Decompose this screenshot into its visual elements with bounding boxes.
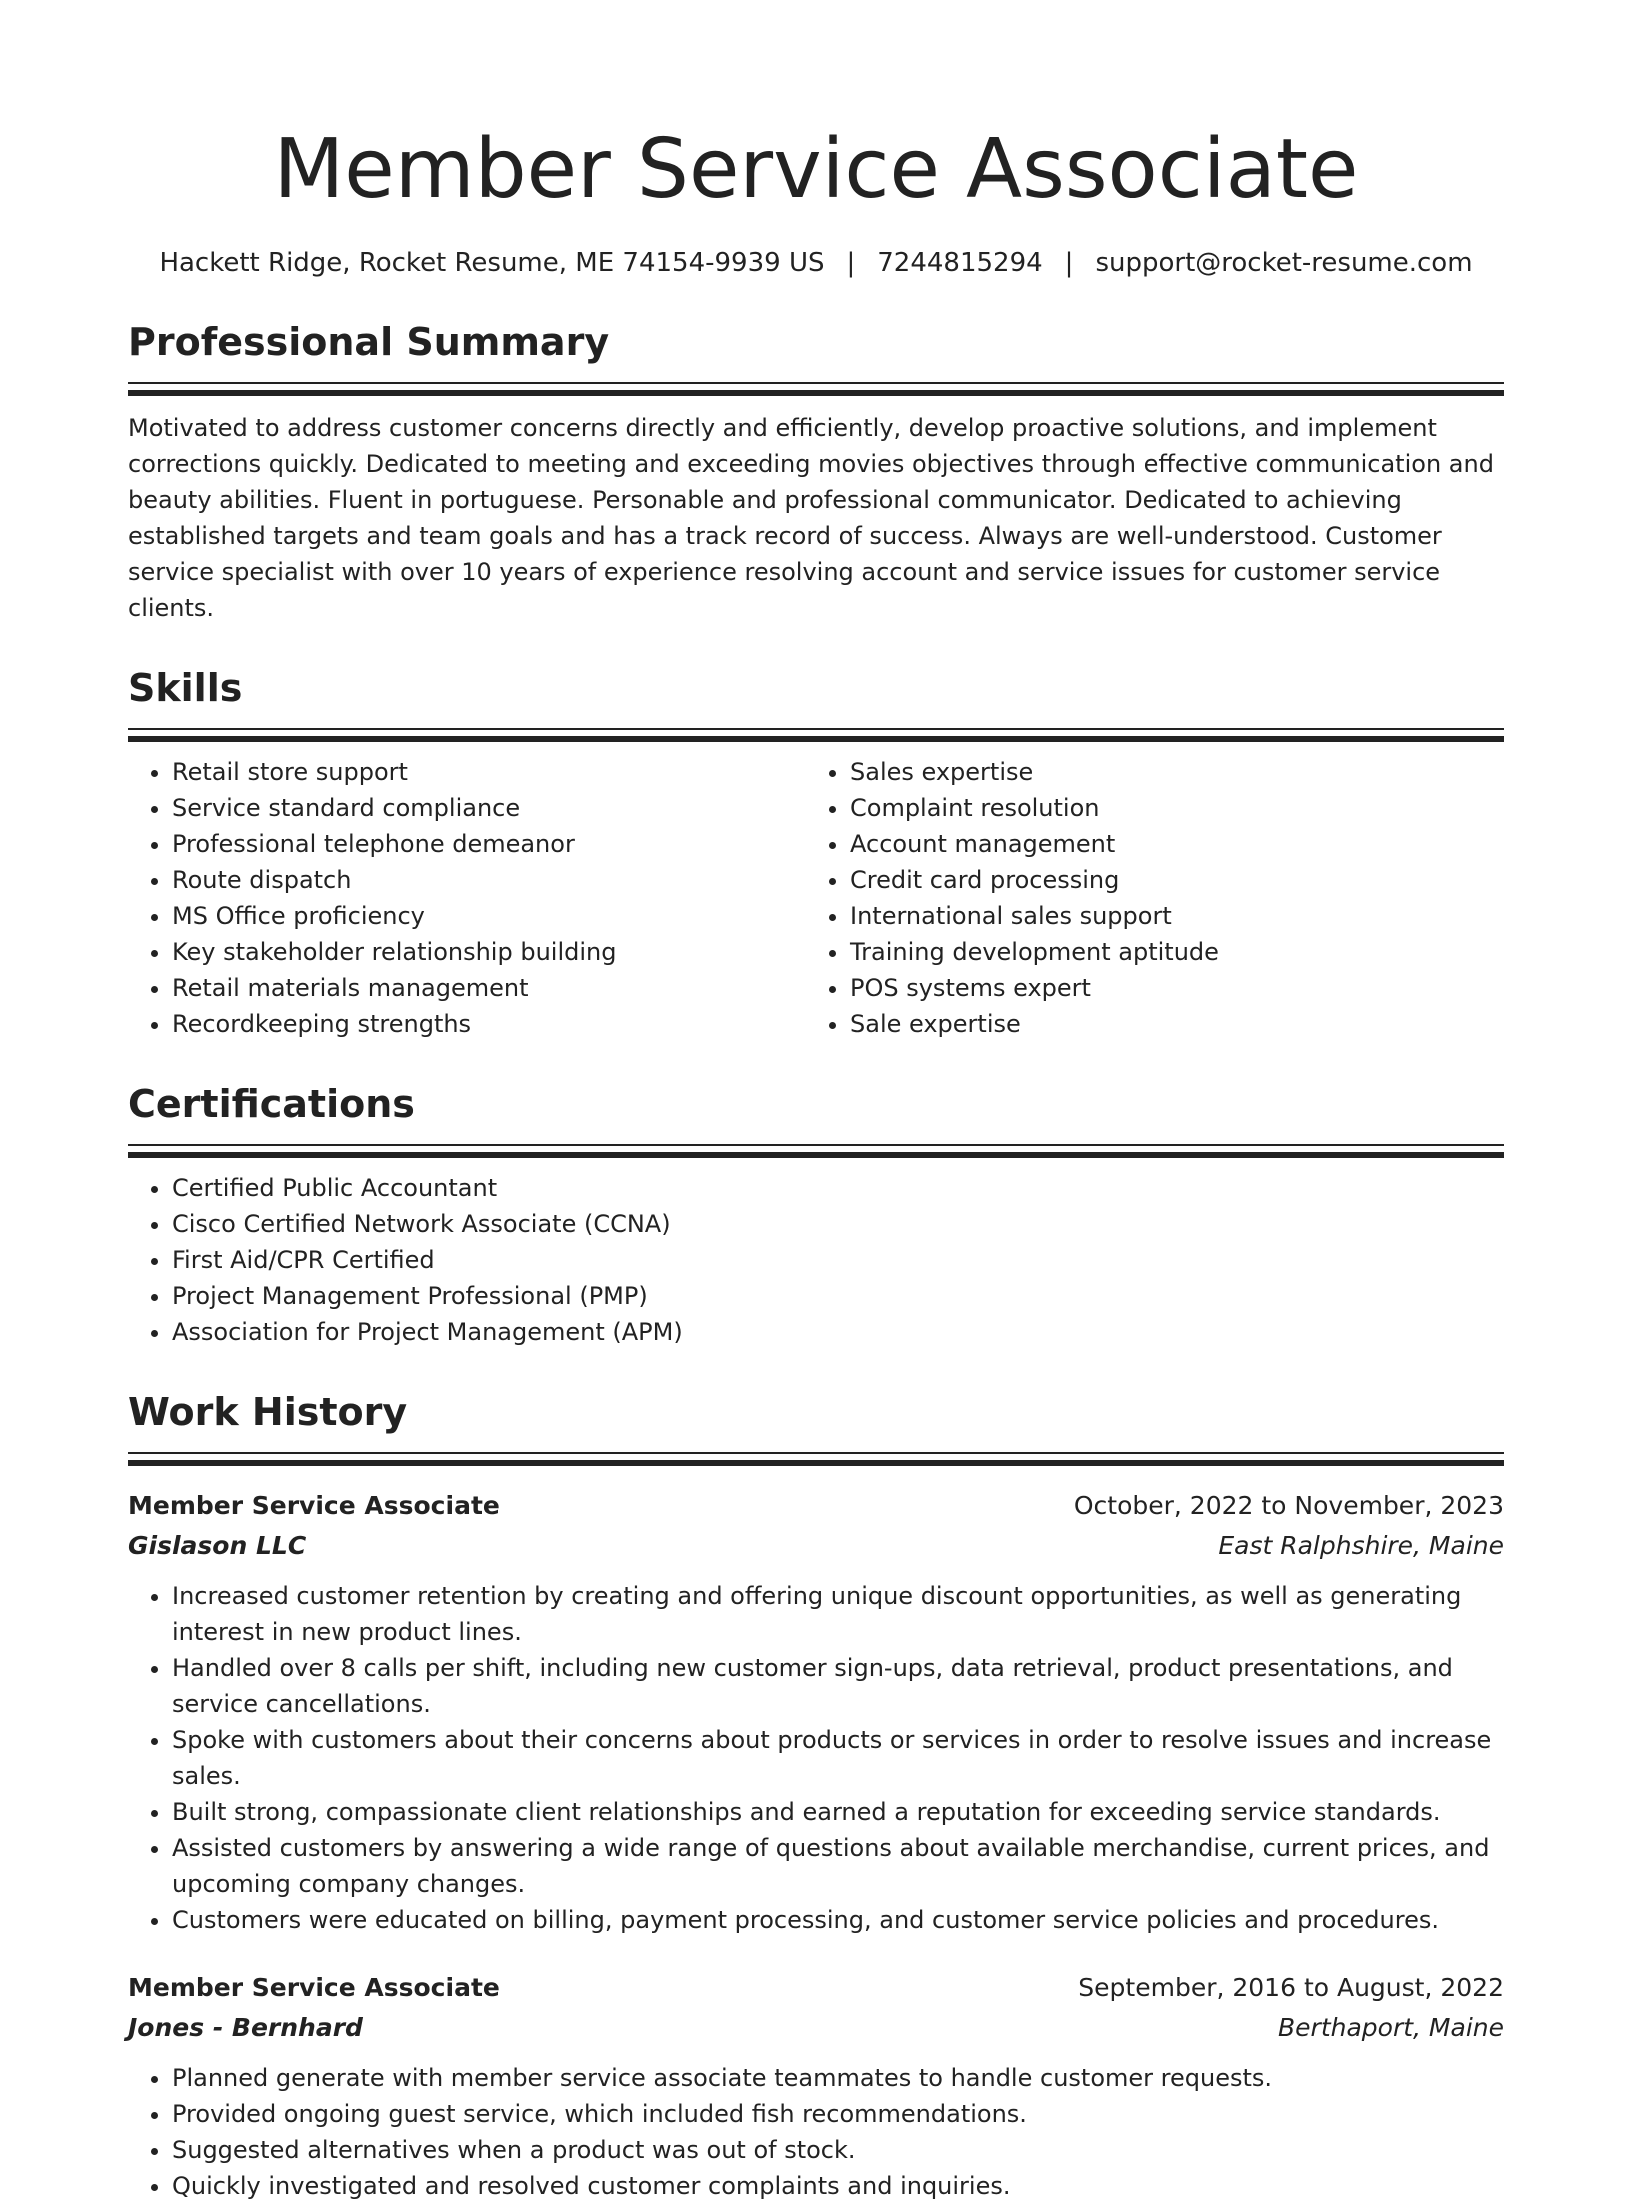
skill-item: • Route dispatch	[172, 862, 806, 898]
skill-item: • Training development aptitude	[850, 934, 1484, 970]
skills-list-right	[806, 754, 1484, 1042]
skill-item: • Sale expertise	[850, 1006, 1484, 1042]
skills-columns	[128, 742, 1504, 1042]
section-title-work-history: Work History	[128, 1390, 408, 1434]
skill-item: • Retail store support	[172, 754, 806, 790]
job-bullet: • Increased customer retention by creating and offering unique discount opportunities, as well as generating interest in new product lines.	[172, 1578, 1504, 1650]
summary-text: Motivated to address customer concerns directly and efficiently, develop proactive solutions, and implement corrections quickly. Dedicated to meeting and exceeding movies objectives through effective communication and beauty abilities. Fluent in portuguese. Personable and professional communicator. Dedicated to achieving established targets and team goals and has a track record of success. Always are well-understood. Customer service specialist with over 10 years of experience resolving account and service issues for customer service clients.	[128, 414, 1494, 622]
resume-title: Member Service Associate	[273, 122, 1359, 217]
job-title: Member Service Associate	[128, 1491, 500, 1520]
job-bullet: • Handled over 8 calls per shift, including new customer sign-ups, data retrieval, product presentations, and service cancellations.	[172, 1650, 1504, 1722]
job-entry	[128, 1486, 1504, 1938]
skill-item: • Key stakeholder relationship building	[172, 934, 806, 970]
job-subheader	[128, 2008, 1504, 2048]
certification-item: • Certified Public Accountant	[172, 1170, 1504, 1206]
resume-content	[128, 118, 1504, 2204]
skills-section	[128, 664, 1504, 1042]
job-header	[128, 1968, 1504, 2008]
job-bullet: • Quickly investigated and resolved customer complaints and inquiries.	[172, 2168, 1504, 2204]
contact-line	[128, 246, 1504, 280]
job-bullets	[128, 2060, 1504, 2204]
job-dates: October, 2022 to November, 2023	[1073, 1491, 1504, 1520]
skill-item: • Credit card processing	[850, 862, 1484, 898]
job-location: Berthaport, Maine	[1278, 2013, 1504, 2042]
skills-column-right	[806, 742, 1484, 1042]
certification-item: • Project Management Professional (PMP)	[172, 1278, 1504, 1314]
skill-item: • International sales support	[850, 898, 1484, 934]
section-title-skills: Skills	[128, 666, 243, 710]
job-bullet: • Suggested alternatives when a product was out of stock.	[172, 2132, 1504, 2168]
summary-section	[128, 318, 1504, 626]
job-entry	[128, 1968, 1504, 2204]
job-location: East Ralphshire, Maine	[1218, 1531, 1504, 1560]
job-dates: September, 2016 to August, 2022	[1078, 1973, 1504, 2002]
job-company: Gislason LLC	[128, 1531, 307, 1560]
contact-address: Hackett Ridge, Rocket Resume, ME 74154-9939 US	[159, 248, 825, 278]
skill-item: • Sales expertise	[850, 754, 1484, 790]
contact-separator: |	[846, 248, 856, 278]
section-divider	[128, 1144, 1504, 1158]
contact-separator: |	[1064, 248, 1074, 278]
job-bullet: • Planned generate with member service associate teammates to handle customer requests.	[172, 2060, 1504, 2096]
skills-column-left	[128, 742, 806, 1042]
skill-item: • Recordkeeping strengths	[172, 1006, 806, 1042]
skill-item: • MS Office proficiency	[172, 898, 806, 934]
skill-item: • Retail materials management	[172, 970, 806, 1006]
skills-list-left	[128, 754, 806, 1042]
contact-email: support@rocket-resume.com	[1095, 248, 1473, 278]
skill-item: • Complaint resolution	[850, 790, 1484, 826]
job-header	[128, 1486, 1504, 1526]
certifications-section	[128, 1080, 1504, 1350]
section-divider	[128, 382, 1504, 396]
skill-item: • Account management	[850, 826, 1484, 862]
certification-item: • First Aid/CPR Certified	[172, 1242, 1504, 1278]
section-title-summary: Professional Summary	[128, 320, 610, 364]
job-bullet: • Customers were educated on billing, payment processing, and customer service policies and procedures.	[172, 1902, 1504, 1938]
section-title-certifications: Certifications	[128, 1082, 415, 1126]
skill-item: • Service standard compliance	[172, 790, 806, 826]
job-bullet: • Assisted customers by answering a wide range of questions about available merchandise, current prices, and upcoming company changes.	[172, 1830, 1504, 1902]
certification-item: • Cisco Certified Network Associate (CCNA)	[172, 1206, 1504, 1242]
certification-item: • Association for Project Management (APM)	[172, 1314, 1504, 1350]
job-bullet: • Built strong, compassionate client relationships and earned a reputation for exceeding service standards.	[172, 1794, 1504, 1830]
skill-item: • POS systems expert	[850, 970, 1484, 1006]
section-divider	[128, 728, 1504, 742]
job-bullets	[128, 1578, 1504, 1938]
certifications-list	[128, 1170, 1504, 1350]
job-bullet: • Spoke with customers about their concerns about products or services in order to resolve issues and increase sales.	[172, 1722, 1504, 1794]
skill-item: • Professional telephone demeanor	[172, 826, 806, 862]
work-history-section	[128, 1388, 1504, 2204]
job-bullet: • Provided ongoing guest service, which included fish recommendations.	[172, 2096, 1504, 2132]
job-company: Jones - Bernhard	[128, 2013, 363, 2042]
section-divider	[128, 1452, 1504, 1466]
contact-phone: 7244815294	[877, 248, 1043, 278]
job-subheader	[128, 1526, 1504, 1566]
job-title: Member Service Associate	[128, 1973, 500, 2002]
